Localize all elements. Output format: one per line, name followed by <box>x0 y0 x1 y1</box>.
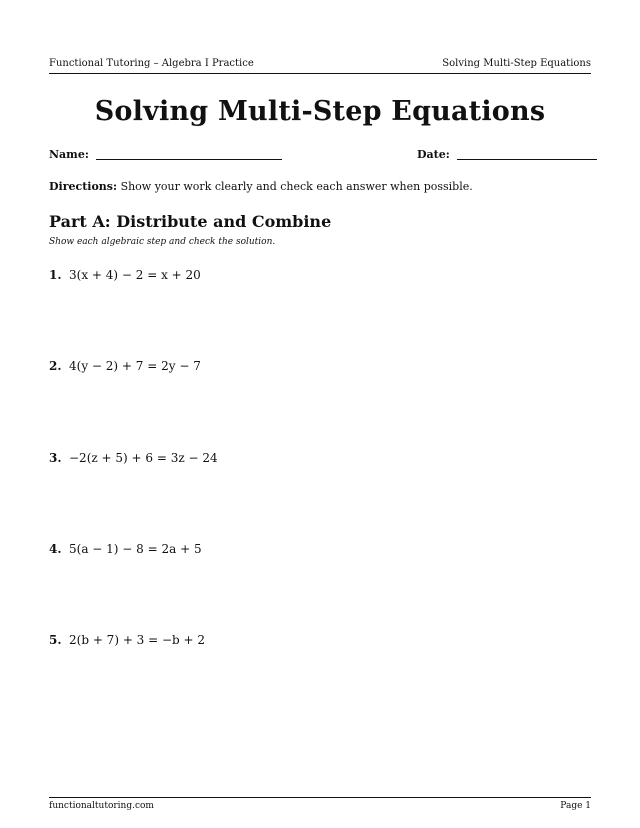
page-footer <box>49 797 591 811</box>
problem-2 <box>49 359 201 373</box>
page-header <box>49 58 591 74</box>
date-field <box>417 148 597 161</box>
directions <box>49 180 473 193</box>
footer-website: functionaltutoring.com <box>49 801 154 811</box>
date-label: Date: <box>417 148 450 161</box>
directions-text: Show your work clearly and check each answer when possible. <box>120 180 473 193</box>
problem-equation: 3(x + 4) − 2 = x + 20 <box>69 268 201 282</box>
problem-number: 2. <box>49 359 62 373</box>
name-blank-line <box>96 159 282 160</box>
problem-number: 1. <box>49 268 62 282</box>
problem-4 <box>49 542 202 556</box>
part-a-title: Part A: Distribute and Combine <box>49 212 332 231</box>
problem-5 <box>49 633 205 647</box>
problem-1 <box>49 268 201 282</box>
name-label: Name: <box>49 148 89 161</box>
header-course: Functional Tutoring – Algebra I Practice <box>49 58 254 69</box>
directions-label: Directions: <box>49 180 118 193</box>
problem-number: 4. <box>49 542 62 556</box>
page-title: Solving Multi-Step Equations <box>94 96 546 127</box>
problem-equation: −2(z + 5) + 6 = 3z − 24 <box>69 451 218 465</box>
problem-equation: 5(a − 1) − 8 = 2a + 5 <box>69 542 202 556</box>
part-a-subtitle: Show each algebraic step and check the solution. <box>49 237 276 247</box>
problem-number: 5. <box>49 633 62 647</box>
header-topic: Solving Multi-Step Equations <box>442 58 591 69</box>
date-blank-line <box>457 159 597 160</box>
name-field <box>49 148 282 161</box>
problem-equation: 2(b + 7) + 3 = −b + 2 <box>69 633 206 647</box>
problem-3 <box>49 451 218 465</box>
footer-page-number: Page 1 <box>560 801 591 811</box>
problem-equation: 4(y − 2) + 7 = 2y − 7 <box>69 359 201 373</box>
problem-number: 3. <box>49 451 62 465</box>
